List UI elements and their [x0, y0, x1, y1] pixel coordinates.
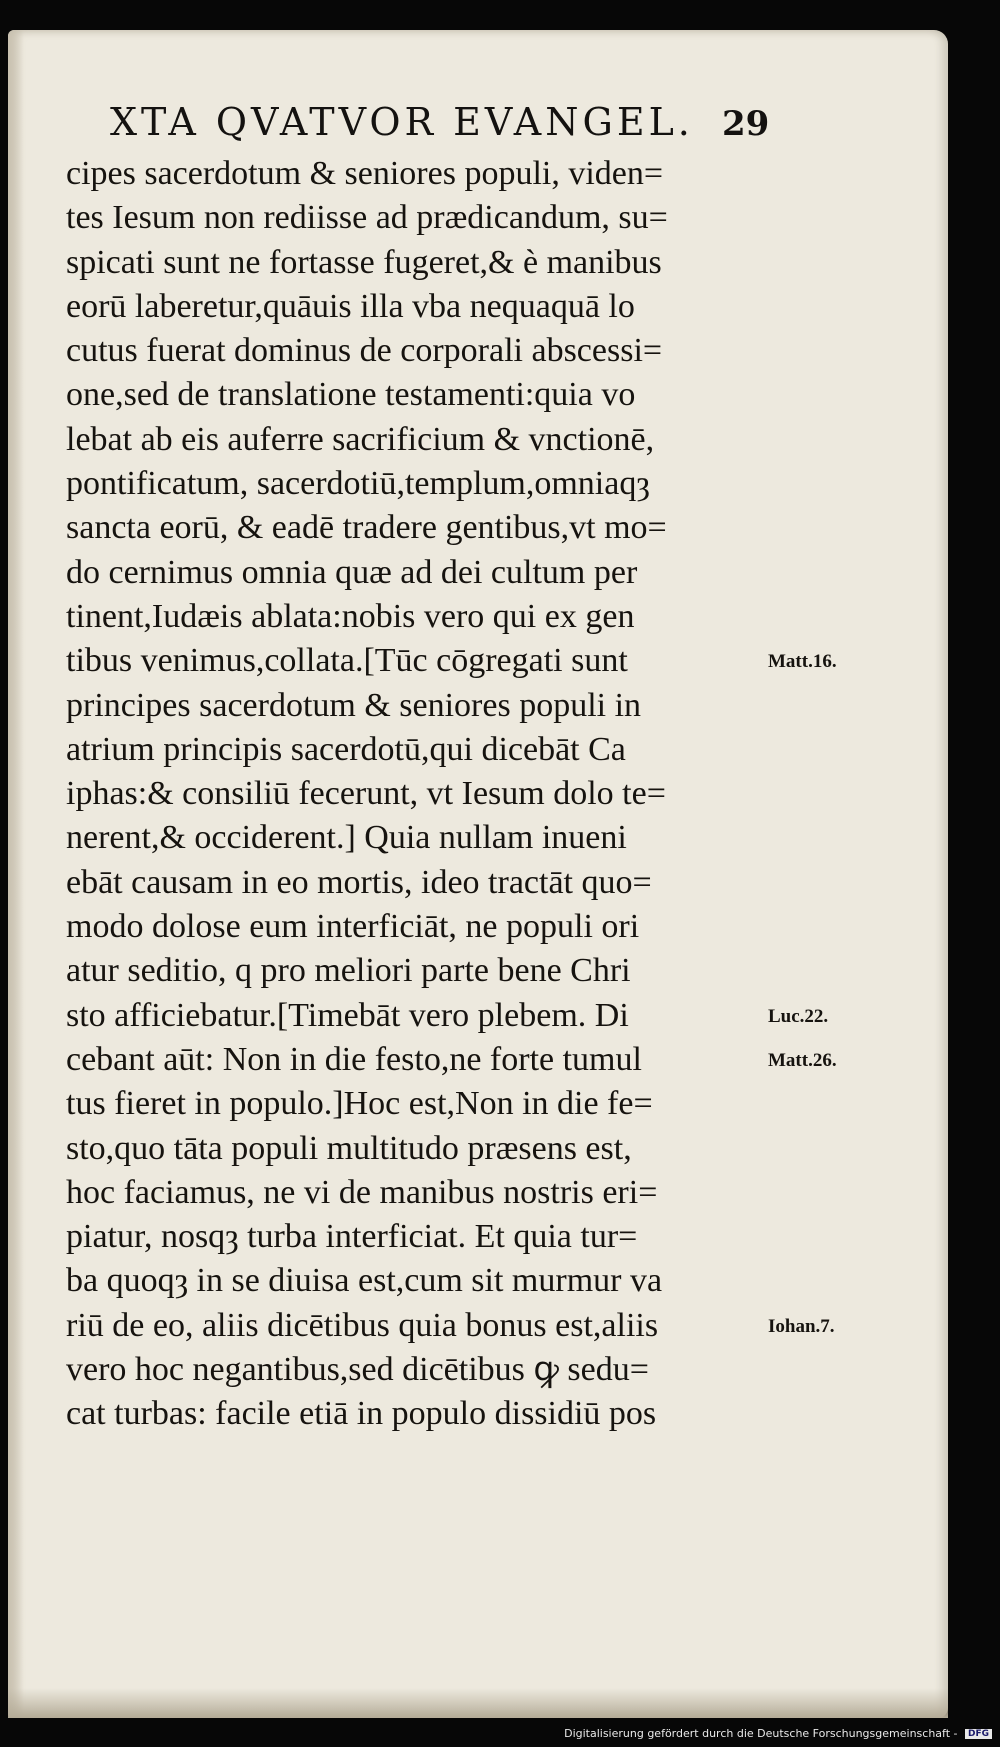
page-number: 29: [722, 104, 770, 144]
digitization-credit: [564, 1727, 992, 1740]
text-line: tes Iesum non rediisse ad prædicandum, su=: [66, 199, 668, 237]
text-line: one,sed de translatione testamenti:quia vo: [66, 376, 636, 414]
text-line: riū de eo, aliis dicētibus quia bonus est,aliis: [66, 1306, 659, 1344]
text-line: sto afficiebatur.[Timebāt vero plebem. Di: [66, 996, 629, 1034]
text-line: cebant aūt: Non in die festo,ne forte tumul: [66, 1040, 642, 1078]
page-gutter-shadow: [8, 30, 24, 1718]
dfg-logo: DFG: [965, 1729, 992, 1739]
text-line: principes sacerdotum & seniores populi in: [66, 686, 642, 724]
body-text: [66, 152, 766, 1437]
text-line: pontificatum, sacerdotiū,templum,omniaqȝ: [66, 465, 650, 503]
text-line: sto,quo tāta populi multitudo præsens est,: [66, 1129, 632, 1167]
running-head: XTA QVATVOR EVANGEL.: [110, 100, 694, 144]
text-line: cipes sacerdotum & seniores populi, viden=: [66, 155, 664, 192]
margin-note: Iohan.7.: [768, 1315, 835, 1337]
text-line: vero hoc negantibus,sed dicētibus ꝙ sedu=: [66, 1351, 649, 1389]
text-line: tinent,Iudæis ablata:nobis vero qui ex gen: [66, 597, 635, 635]
text-line: cutus fuerat dominus de corporali abscessi=: [66, 332, 663, 370]
margin-note: Luc.22.: [768, 1005, 829, 1027]
text-line: do cernimus omnia quæ ad dei cultum per: [66, 553, 638, 591]
text-line: spicati sunt ne fortasse fugeret,& è manibus: [66, 243, 662, 281]
text-line: hoc faciamus, ne vi de manibus nostris eri=: [66, 1173, 658, 1211]
text-line: eorū laberetur,quāuis illa vba nequaquā lo: [66, 287, 635, 325]
text-line: ba quoqȝ in se diuisa est,cum sit murmur va: [66, 1262, 663, 1300]
text-line: nerent,& occiderent.] Quia nullam inueni: [66, 819, 627, 857]
text-line: atrium principis sacerdotū,qui dicebāt Ca: [66, 730, 626, 768]
margin-note: Matt.16.: [768, 651, 837, 673]
text-line: sancta eorū, & eadē tradere gentibus,vt mo=: [66, 509, 667, 547]
text-line: tibus venimus,collata.[Tūc cōgregati sunt: [66, 642, 628, 680]
text-line: piatur, nosqȝ turba interficiat. Et quia tur=: [66, 1218, 638, 1256]
text-line: tus fieret in populo.]Hoc est,Non in die fe=: [66, 1085, 653, 1123]
text-line: iphas:& consiliū fecerunt, vt Iesum dolo te=: [66, 775, 666, 813]
text-line: atur seditio, q pro meliori parte bene Chri: [66, 952, 631, 990]
page-bottom-edge: [8, 1688, 948, 1718]
margin-note: Matt.26.: [768, 1050, 837, 1071]
credit-text: Digitalisierung gefördert durch die Deutsche Forschungsgemeinschaft -: [564, 1727, 958, 1740]
text-line: modo dolose eum interficiāt, ne populi ori: [66, 908, 640, 946]
text-line: lebat ab eis auferre sacrificium & vnctionē,: [66, 420, 655, 458]
text-line: ebāt causam in eo mortis, ideo tractāt quo=: [66, 863, 652, 901]
text-line: cat turbas: facile etiā in populo dissidiū pos: [66, 1395, 657, 1433]
